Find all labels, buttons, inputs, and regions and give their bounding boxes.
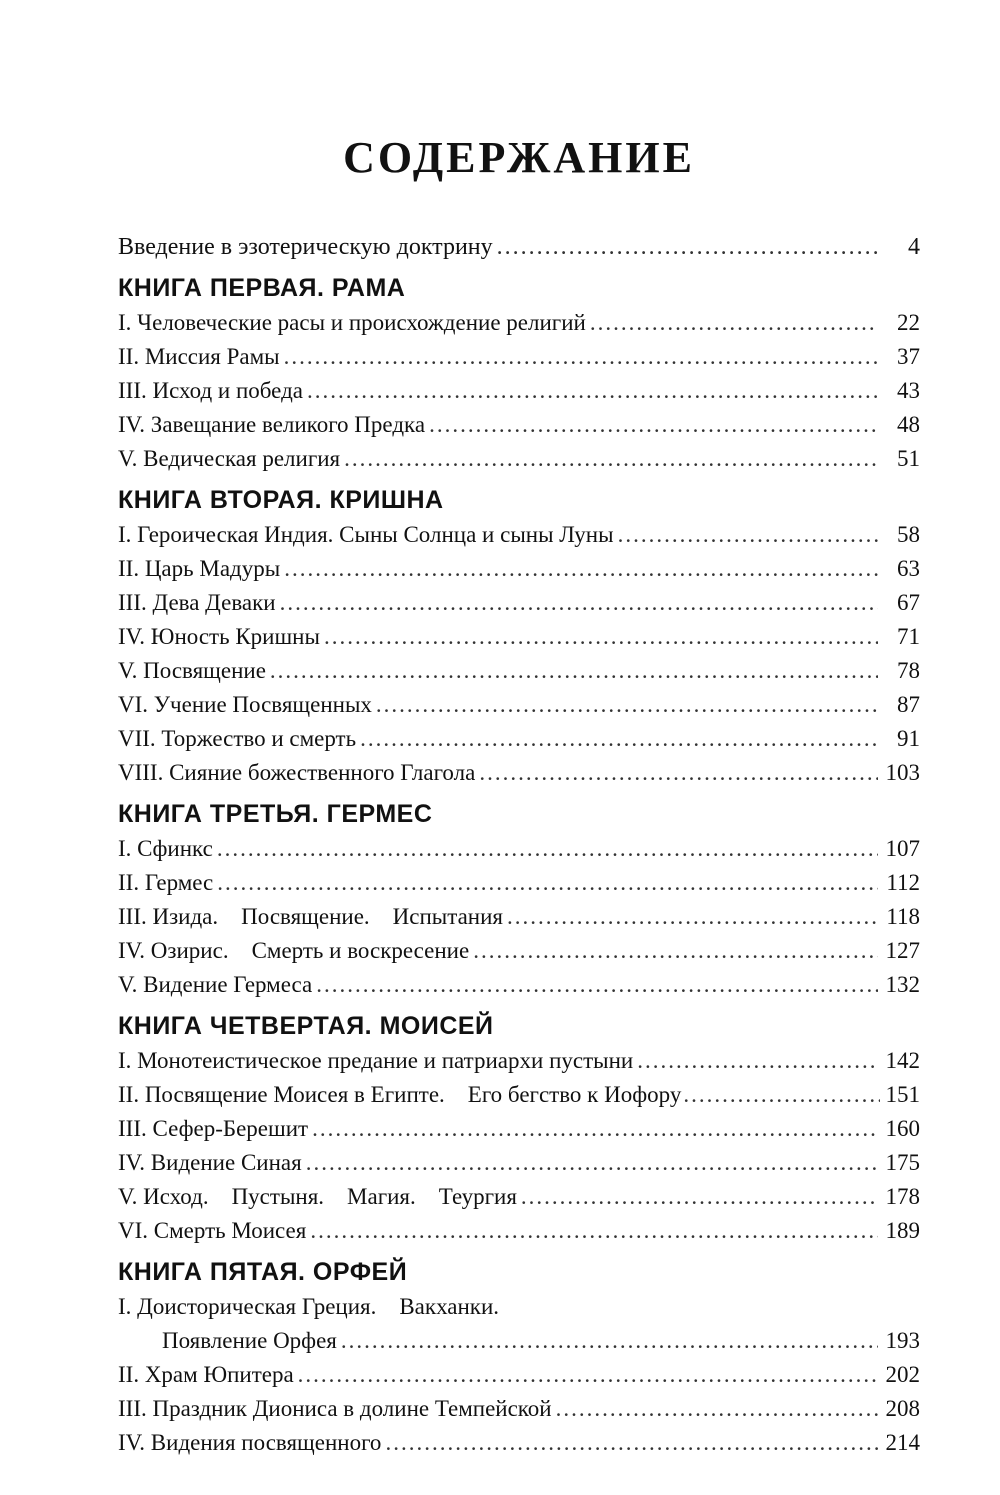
dot-leader bbox=[312, 1112, 878, 1146]
toc-entry-label: Введение в эзотерическую доктрину bbox=[118, 234, 493, 260]
toc-entry-page: 71 bbox=[897, 624, 920, 649]
toc-entry-label: I. Героическая Индия. Сыны Солнца и сыны Луны bbox=[118, 522, 614, 547]
toc-entry-label: V. Видение Гермеса bbox=[118, 972, 313, 997]
toc-entry[interactable] bbox=[118, 1392, 920, 1426]
dot-leader bbox=[270, 654, 878, 688]
toc-entry-page: 43 bbox=[897, 378, 920, 403]
toc-entry-label: VII. Торжество и смерть bbox=[118, 726, 357, 751]
toc-entry-label: V. Ведическая религия bbox=[118, 446, 341, 471]
toc-entry-label: II. Гермес bbox=[118, 870, 214, 895]
toc-entry[interactable] bbox=[118, 900, 920, 934]
toc-entry[interactable] bbox=[118, 654, 920, 688]
toc-entry-label: Появление Орфея bbox=[162, 1328, 337, 1353]
toc-entry-page: 107 bbox=[885, 836, 920, 861]
book-heading: КНИГА ПЕРВАЯ. РАМА bbox=[118, 274, 406, 302]
toc-entry-label: IV. Озирис. Смерть и воскресение bbox=[118, 938, 470, 963]
toc-entry-label: I. Доисторическая Греция. Вакханки. bbox=[118, 1294, 500, 1319]
book-heading: КНИГА ПЯТАЯ. ОРФЕЙ bbox=[118, 1258, 408, 1286]
dot-leader bbox=[556, 1392, 878, 1426]
toc-entry-label: III. Праздник Диониса в долине Темпейской bbox=[118, 1396, 552, 1421]
toc-entry-page: 202 bbox=[885, 1362, 920, 1387]
dot-leader bbox=[280, 586, 878, 620]
toc-entry-page: 214 bbox=[885, 1430, 920, 1455]
toc-entry-page: 87 bbox=[897, 692, 920, 717]
toc-entry-continuation[interactable] bbox=[118, 1324, 920, 1358]
toc-entry-page: 37 bbox=[897, 344, 920, 369]
toc-entry-page: 151 bbox=[885, 1082, 920, 1107]
toc-entry-page: 193 bbox=[885, 1328, 920, 1353]
dot-leader bbox=[637, 1044, 878, 1078]
page-title: СОДЕРЖАНИЕ bbox=[343, 133, 695, 182]
dot-leader bbox=[683, 1078, 880, 1112]
toc-entry[interactable] bbox=[118, 340, 920, 374]
toc-entry[interactable] bbox=[118, 306, 920, 340]
toc-entry-page: 63 bbox=[897, 556, 920, 581]
toc-entry[interactable] bbox=[118, 934, 920, 968]
dot-leader bbox=[217, 866, 878, 900]
toc-entry[interactable] bbox=[118, 552, 920, 586]
toc-entry-label: II. Царь Мадуры bbox=[118, 556, 281, 581]
toc-entry-label: II. Посвящение Моисея в Египте. Его бегство к Иофору bbox=[118, 1082, 682, 1107]
toc-entry-label: II. Миссия Рамы bbox=[118, 344, 280, 369]
dot-leader bbox=[521, 1180, 878, 1214]
toc-entry-page: 132 bbox=[885, 972, 920, 997]
toc-entry[interactable] bbox=[118, 756, 920, 790]
toc-entry[interactable] bbox=[118, 722, 920, 756]
toc-entry-page: 208 bbox=[885, 1396, 920, 1421]
toc-entry[interactable] bbox=[118, 586, 920, 620]
dot-leader bbox=[473, 934, 878, 968]
toc-entry-label: IV. Видение Синая bbox=[118, 1150, 302, 1175]
toc-entry-label: V. Исход. Пустыня. Магия. Теургия bbox=[118, 1184, 517, 1209]
toc-entry-label: VIII. Сияние божественного Глагола bbox=[118, 760, 476, 785]
dot-leader bbox=[376, 688, 878, 722]
dot-leader bbox=[284, 340, 878, 374]
toc-entry[interactable] bbox=[118, 1180, 920, 1214]
dot-leader bbox=[307, 374, 878, 408]
toc-entry-page: 4 bbox=[908, 234, 920, 260]
toc-entry[interactable] bbox=[118, 620, 920, 654]
dot-leader bbox=[479, 756, 878, 790]
dot-leader bbox=[385, 1426, 878, 1460]
toc-entry[interactable] bbox=[118, 442, 920, 476]
dot-leader bbox=[497, 230, 878, 264]
toc-entry-label: IV. Юность Кришны bbox=[118, 624, 320, 649]
dot-leader bbox=[360, 722, 878, 756]
dot-leader bbox=[429, 408, 878, 442]
toc-entry[interactable] bbox=[118, 1214, 920, 1248]
toc-entry[interactable] bbox=[118, 1290, 920, 1324]
toc-entry-label: III. Изида. Посвящение. Испытания bbox=[118, 904, 503, 929]
dot-leader bbox=[284, 552, 878, 586]
toc-entry-label: IV. Завещание великого Предка bbox=[118, 412, 426, 437]
toc-entry-label: III. Сефер-Берешит bbox=[118, 1116, 309, 1141]
toc-entry-page: 22 bbox=[897, 310, 920, 335]
toc-entry[interactable] bbox=[118, 688, 920, 722]
toc-entry-label: III. Дева Деваки bbox=[118, 590, 276, 615]
toc-entry-page: 142 bbox=[885, 1048, 920, 1073]
toc-entry-page: 91 bbox=[897, 726, 920, 751]
toc-entry-label: VI. Учение Посвященных bbox=[118, 692, 372, 717]
toc-entry[interactable] bbox=[118, 1358, 920, 1392]
dot-leader bbox=[590, 306, 878, 340]
toc-entry-label: I. Человеческие расы и происхождение религий bbox=[118, 310, 586, 335]
toc-entry-page: 112 bbox=[886, 870, 920, 895]
toc-entry[interactable] bbox=[118, 1112, 920, 1146]
dot-leader bbox=[341, 1324, 878, 1358]
toc-entry-label: I. Сфинкс bbox=[118, 836, 213, 861]
toc-entry-page: 67 bbox=[897, 590, 920, 615]
toc-entry-page: 160 bbox=[885, 1116, 920, 1141]
toc-entry-intro[interactable] bbox=[118, 230, 920, 264]
toc-entry-page: 51 bbox=[897, 446, 920, 471]
toc-entry-label: II. Храм Юпитера bbox=[118, 1362, 294, 1387]
toc-entry-label: III. Исход и победа bbox=[118, 378, 303, 403]
book-heading: КНИГА ТРЕТЬЯ. ГЕРМЕС bbox=[118, 800, 433, 828]
toc-entry[interactable] bbox=[118, 968, 920, 1002]
dot-leader bbox=[306, 1146, 878, 1180]
toc-entry-label: V. Посвящение bbox=[118, 658, 266, 683]
dot-leader bbox=[310, 1214, 878, 1248]
toc-entry-label: IV. Видения посвященного bbox=[118, 1430, 382, 1455]
toc-entry[interactable] bbox=[118, 408, 920, 442]
toc-entry-page: 118 bbox=[886, 904, 920, 929]
book-heading: КНИГА ЧЕТВЕРТАЯ. МОИСЕЙ bbox=[118, 1012, 494, 1040]
dot-leader bbox=[507, 900, 878, 934]
toc-entry-page: 78 bbox=[897, 658, 920, 683]
toc-entry[interactable] bbox=[118, 374, 920, 408]
toc-entry-page: 175 bbox=[885, 1150, 920, 1175]
toc-entry-page: 189 bbox=[885, 1218, 920, 1243]
dot-leader bbox=[618, 518, 878, 552]
dot-leader bbox=[298, 1358, 878, 1392]
toc-entry[interactable] bbox=[118, 1044, 920, 1078]
dot-leader bbox=[344, 442, 878, 476]
dot-leader bbox=[217, 832, 878, 866]
toc-entry-page: 127 bbox=[885, 938, 920, 963]
dot-leader bbox=[324, 620, 878, 654]
toc-entry-page: 48 bbox=[897, 412, 920, 437]
toc-entry[interactable] bbox=[118, 518, 920, 552]
toc-entry[interactable] bbox=[118, 1426, 920, 1460]
toc-entry[interactable] bbox=[118, 866, 920, 900]
toc-entry-page: 58 bbox=[897, 522, 920, 547]
dot-leader bbox=[316, 968, 878, 1002]
toc-entry[interactable] bbox=[118, 832, 920, 866]
toc-entry[interactable] bbox=[118, 1146, 920, 1180]
toc-entry-page: 103 bbox=[885, 760, 920, 785]
toc-entry-label: VI. Смерть Моисея bbox=[118, 1218, 307, 1243]
toc-entry-page: 178 bbox=[885, 1184, 920, 1209]
toc-entry[interactable] bbox=[118, 1078, 920, 1112]
book-heading: КНИГА ВТОРАЯ. КРИШНА bbox=[118, 486, 444, 514]
toc-entry-label: I. Монотеистическое предание и патриархи пустыни bbox=[118, 1048, 634, 1073]
table-of-contents bbox=[118, 130, 920, 1460]
